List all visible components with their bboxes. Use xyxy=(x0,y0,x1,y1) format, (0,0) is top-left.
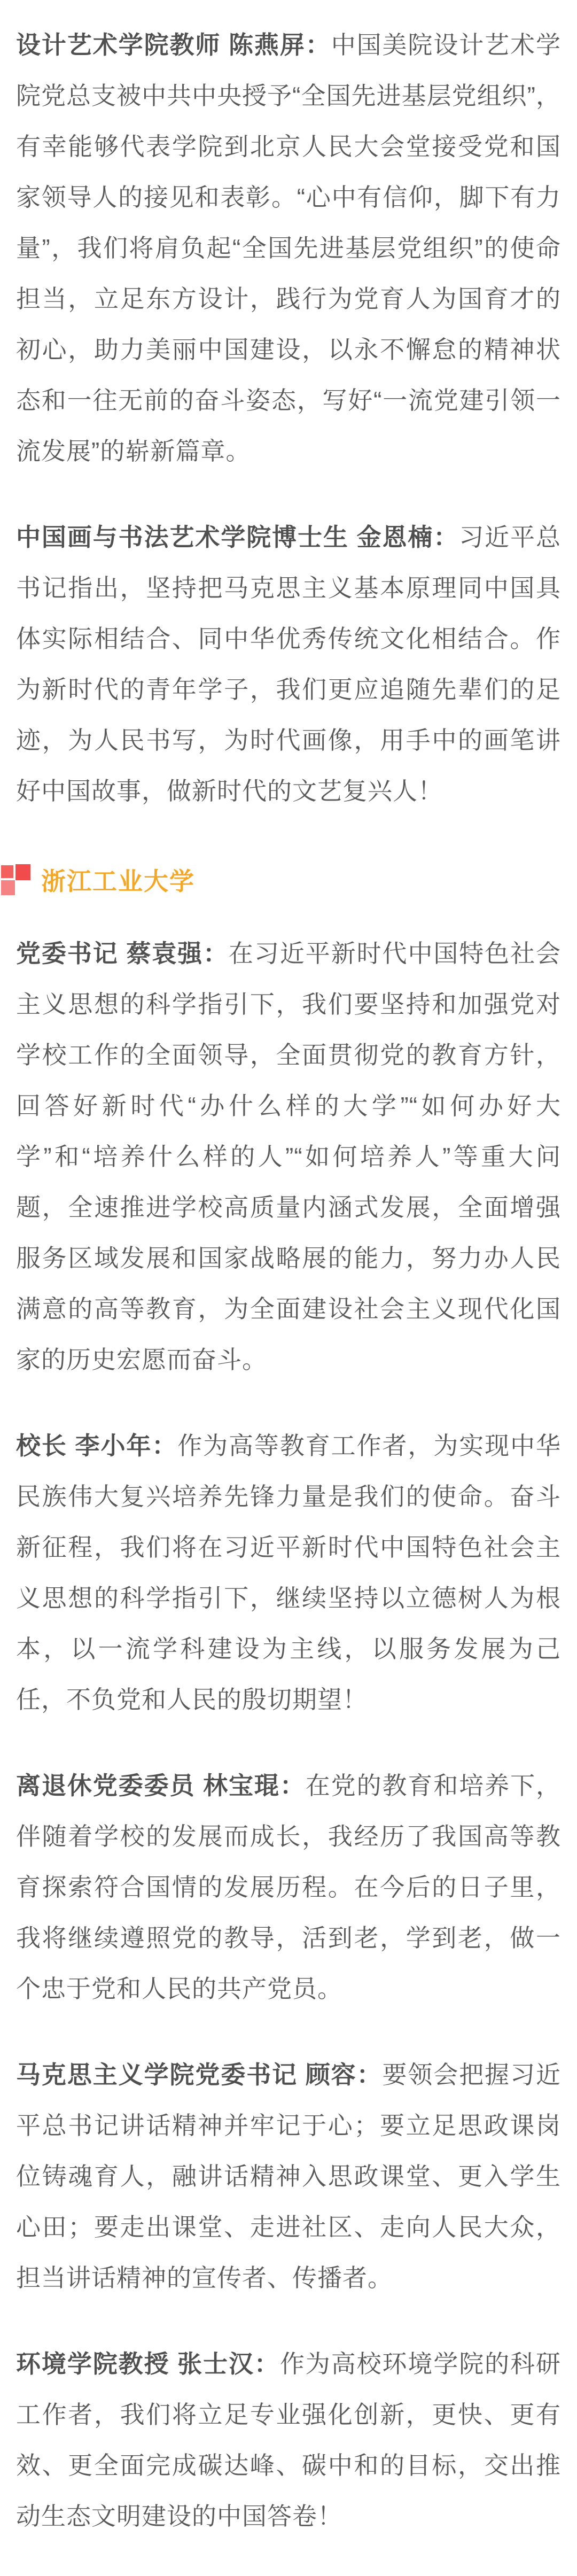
speaker-name: 校长 李小年： xyxy=(16,1432,178,1460)
quote-text: 要领会把握习近平总书记讲话精神并牢记于心；要立足思政课岗位铸魂育人，融讲话精神入思政课堂、更入学生心田；要走出课堂、走进社区、走向人民大众，担当讲话精神的宣传者、传播者。 xyxy=(16,2061,562,2292)
quote-text: 作为高校环境学院的科研工作者，我们将立足专业强化创新，更快、更有效、更全面完成碳达峰、碳中和的目标，交出推动生态文明建设的中国答卷！ xyxy=(16,2350,562,2530)
quote-paragraph xyxy=(16,20,561,477)
quote-text: 习近平总书记指出，坚持把马克思主义基本原理同中国具体实际相结合、同中华优秀传统文化相结合。作为新时代的青年学子，我们更应追随先辈们的足迹，为人民书写，为时代画像，用手中的画笔讲好中国故事，做新时代的文艺复兴人！ xyxy=(16,523,562,805)
quote-text: 中国美院设计艺术学院党总支被中共中央授予“全国先进基层党组织”，有幸能够代表学院到北京人民大会堂接受党和国家领导人的接见和表彰。“心中有信仰，脚下有力量”，我们将肩负起“全国先进基层党组织”的使命担当，立足东方设计，践行为党育人为国育才的初心，助力美丽中国建设，以永不懈怠的精神状态和一往无前的奋斗姿态，写好“一流党建引领一流发展”的崭新篇章。 xyxy=(16,31,562,465)
speaker-name: 马克思主义学院党委书记 顾容： xyxy=(16,2061,383,2089)
speaker-name: 设计艺术学院教师 陈燕屏： xyxy=(16,31,331,59)
quote-text: 在习近平新时代中国特色社会主义思想的科学指引下，我们要坚持和加强党对学校工作的全面领导，全面贯彻党的教育方针，回答好新时代“办什么样的大学”“如何办好大学”和“培养什么样的人”“如何培养人”等重大问题，全速推进学校高质量内涵式发展，全面增强服务区域发展和国家战略展的能力，努力办人民满意的高等教育，为全面建设社会主义现代化国家的历史宏愿而奋斗。 xyxy=(16,940,562,1374)
quote-paragraph xyxy=(16,2050,561,2303)
quote-paragraph xyxy=(16,1421,561,1725)
speaker-name: 环境学院教授 张士汉： xyxy=(16,2350,280,2378)
quote-paragraph xyxy=(16,2339,561,2542)
quote-text: 作为高等教育工作者，为实现中华民族伟大复兴培养先锋力量是我们的使命。奋斗新征程，我们将在习近平新时代中国特色社会主义思想的科学指引下，继续坚持以立德树人为根本，以一流学科建设为主线，以服务发展为己任，不负党和人民的殷切期望！ xyxy=(16,1432,561,1713)
logo-square-top-left xyxy=(1,865,13,878)
speaker-name: 中国画与书法艺术学院博士生 金恩楠： xyxy=(16,523,459,551)
speaker-name: 党委书记 蔡袁强： xyxy=(16,940,229,967)
section-header xyxy=(0,864,561,895)
quote-paragraph xyxy=(16,1760,561,2014)
logo-square-bottom-left xyxy=(1,880,15,895)
quote-paragraph xyxy=(16,928,561,1385)
quote-text: 在党的教育和培养下，伴随着学校的发展而成长，我经历了我国高等教育探索符合国情的发展历程。在今后的日子里，我将继续遵照党的教导，活到老，学到老，做一个忠于党和人民的共产党员。 xyxy=(16,1772,562,2003)
speaker-name: 离退休党委委员 林宝琨： xyxy=(16,1772,306,1799)
red-blocks-icon xyxy=(0,864,30,895)
section-title: 浙江工业大学 xyxy=(41,867,195,895)
quote-paragraph xyxy=(16,512,561,817)
logo-square-top-right xyxy=(15,864,30,880)
